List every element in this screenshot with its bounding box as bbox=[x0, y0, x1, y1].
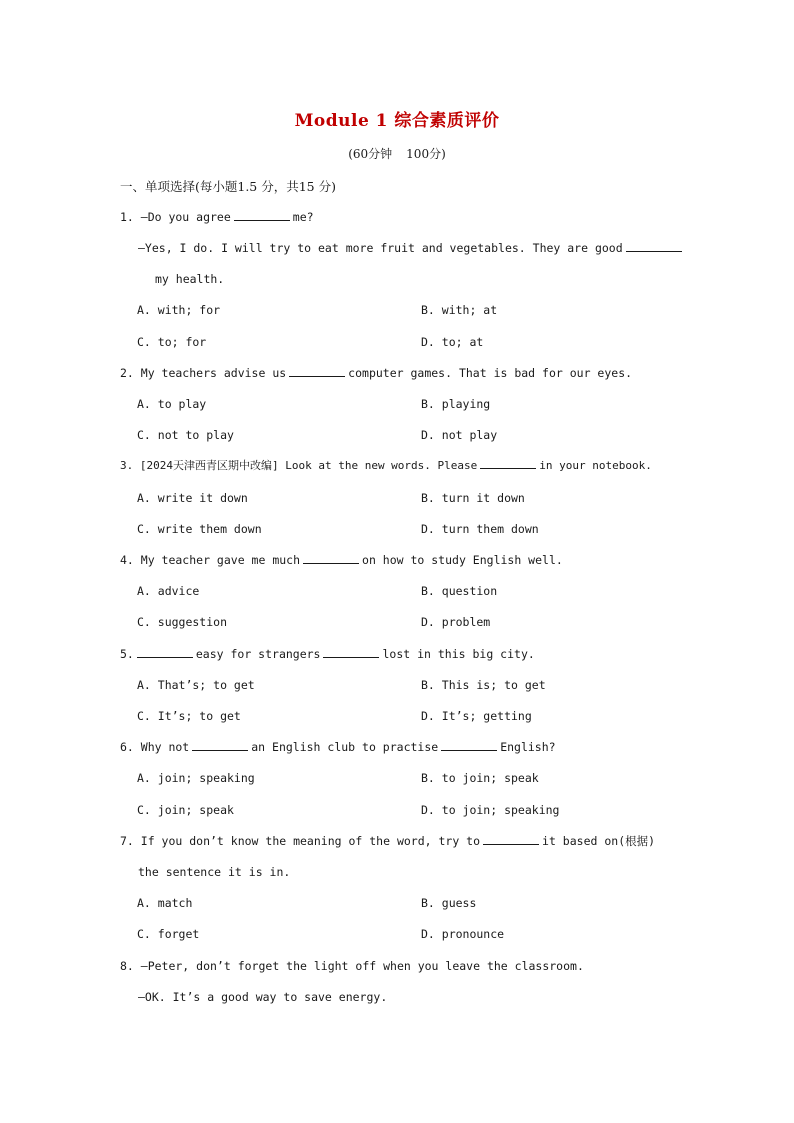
exam-score: 100分) bbox=[406, 147, 446, 161]
question-2: 2. My teachers advise us computer games. That is bad for our eyes. bbox=[120, 366, 633, 380]
option-b: B. to join; speak bbox=[421, 771, 539, 785]
exam-time-score bbox=[0, 145, 794, 162]
question-1-reply: —Yes, I do. I will try to eat more fruit and vegetables. They are good bbox=[138, 240, 685, 256]
option-d: D. to join; speaking bbox=[421, 803, 560, 817]
answer-blank bbox=[626, 241, 682, 252]
answer-blank bbox=[480, 458, 536, 469]
option-b: B. with; at bbox=[421, 303, 498, 317]
answer-blank bbox=[303, 553, 359, 564]
question-5: 5. easy for strangers lost in this big city. bbox=[120, 647, 535, 661]
option-c: C. join; speak bbox=[137, 803, 234, 817]
question-6: 6. Why not an English club to practise English? bbox=[120, 740, 556, 754]
option-d: D. It’s; getting bbox=[421, 709, 532, 723]
answer-blank bbox=[234, 210, 290, 221]
answer-blank bbox=[441, 740, 497, 751]
option-a: A. match bbox=[137, 896, 193, 910]
option-a: A. to play bbox=[137, 397, 207, 411]
section-heading: 一、单项选择(每小题1.5 分，共15 分) bbox=[120, 179, 336, 194]
question-8: 8. —Peter, don’t forget the light off when you leave the classroom. bbox=[120, 959, 584, 973]
option-c: C. It’s; to get bbox=[137, 709, 241, 723]
option-a: A. join; speaking bbox=[137, 771, 255, 785]
option-d: D. to; at bbox=[421, 335, 484, 349]
option-a: A. write it down bbox=[137, 491, 248, 505]
answer-blank bbox=[192, 740, 248, 751]
answer-blank bbox=[483, 834, 539, 845]
question-7-cont: the sentence it is in. bbox=[138, 865, 291, 879]
option-c: C. to; for bbox=[137, 335, 207, 349]
option-d: D. turn them down bbox=[421, 522, 539, 536]
option-d: D. not play bbox=[421, 428, 498, 442]
option-d: D. problem bbox=[421, 615, 491, 629]
option-a: A. That’s; to get bbox=[137, 678, 255, 692]
option-c: C. write them down bbox=[137, 522, 262, 536]
answer-blank bbox=[289, 366, 345, 377]
option-c: C. forget bbox=[137, 927, 200, 941]
option-a: A. advice bbox=[137, 584, 200, 598]
option-c: C. suggestion bbox=[137, 615, 228, 629]
exam-time: (60分钟 bbox=[348, 147, 393, 161]
answer-blank bbox=[323, 647, 379, 658]
option-c: C. not to play bbox=[137, 428, 234, 442]
option-b: B. This is; to get bbox=[421, 678, 546, 692]
option-d: D. pronounce bbox=[421, 927, 505, 941]
option-b: B. guess bbox=[421, 896, 477, 910]
option-b: B. turn it down bbox=[421, 491, 525, 505]
answer-blank bbox=[137, 647, 193, 658]
question-1: 1. —Do you agree me? bbox=[120, 210, 314, 224]
question-8-reply: —OK. It’s a good way to save energy. bbox=[138, 990, 388, 1004]
page-title: Module 1 综合素质评价 bbox=[294, 111, 500, 131]
option-a: A. with; for bbox=[137, 303, 221, 317]
question-3: 3. [2024天津西青区期中改编] Look at the new words. Please in your notebook. bbox=[120, 459, 652, 472]
option-b: B. question bbox=[421, 584, 498, 598]
question-4: 4. My teacher gave me much on how to study English well. bbox=[120, 553, 563, 567]
question-1-reply-cont: my health. bbox=[155, 272, 225, 286]
question-7: 7. If you don’t know the meaning of the word, try to it based on(根据) bbox=[120, 834, 656, 848]
option-b: B. playing bbox=[421, 397, 491, 411]
